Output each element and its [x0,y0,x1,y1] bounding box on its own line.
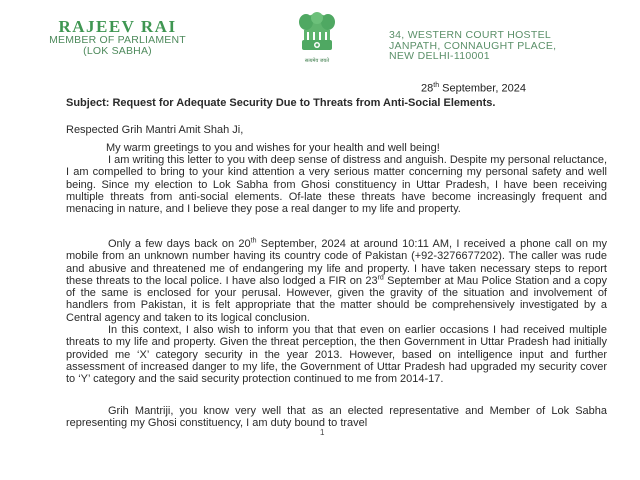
national-emblem-icon [292,10,342,65]
emblem-motto: सत्यमेव जयते [304,58,330,64]
letter-date: 28th September, 2024 [421,82,526,95]
paragraph-2: Only a few days back on 20th September, 2024 at around 10:11 AM, I received a phone call on my mobile from an unknown number having its country code of Pakistan (+92-3276677202). The caller was rude and abusive and threatened me of endangering my life and property. I have taken necessary steps to report these threats to the local police. I have also lodged a FIR on 23rd September at Mau Police Station and a copy of the same is enclosed for your perusal. However, given the gravity of the situation and involvement of handlers from Pakistan, it is felt appropriate that the matter should be comprehensively investigated by a Central agency and taken to its logical conclusion. [66,237,607,324]
address-line-1: 34, WESTERN COURT HOSTEL [389,29,552,41]
address-line-2: JANPATH, CONNAUGHT PLACE, [389,39,557,52]
greeting: My warm greetings to you and wishes for your health and well being! [106,142,440,154]
sender-name: RAJEEV RAI [58,17,177,36]
paragraph-4: Grih Mantriji, you know very well that as an elected representative and Member of Lok Sabha representing my Ghosi constituency, I am duty bound to travel [66,405,607,430]
subject-line: Subject: Request for Adequate Security Due to Threats from Anti-Social Elements. [66,97,496,109]
salutation: Respected Grih Mantri Amit Shah Ji, [66,124,244,136]
paragraph-3: In this context, I also wish to inform you that that even on earlier occasions I had received multiple threats to my life and property. Given the threat perception, the then Government in Uttar Pradesh had initially provided me ‘X’ category security in the year 2013. However, based on intelligence input and further assessment of increased danger to my life, the Government of Uttar Pradesh had upgraded my security cover to ‘Y’ category and the said security protection continued to me from 2014-17. [66,324,607,386]
sender-house: (LOK SABHA) [83,45,152,57]
letterhead [0,0,640,70]
sender-block [30,18,205,57]
address-line-3: NEW DELHI-110001 [389,50,490,62]
page-number: 1 [320,428,325,437]
sender-address [389,30,556,62]
sender-title: MEMBER OF PARLIAMENT [49,34,186,46]
paragraph-1: I am writing this letter to you with deep sense of distress and anguish. Despite my personal reluctance, I am compelled to bring to your kind attention a very serious matter concerning my personal safety and well being. Since my election to Lok Sabha from Ghosi constituency in Uttar Pradesh, I have been receiving multiple threats from anti-social elements. Of-late these threats have become increasingly frequent and menacing in nature, and I believe they pose a real danger to my life and property. [66,154,607,216]
